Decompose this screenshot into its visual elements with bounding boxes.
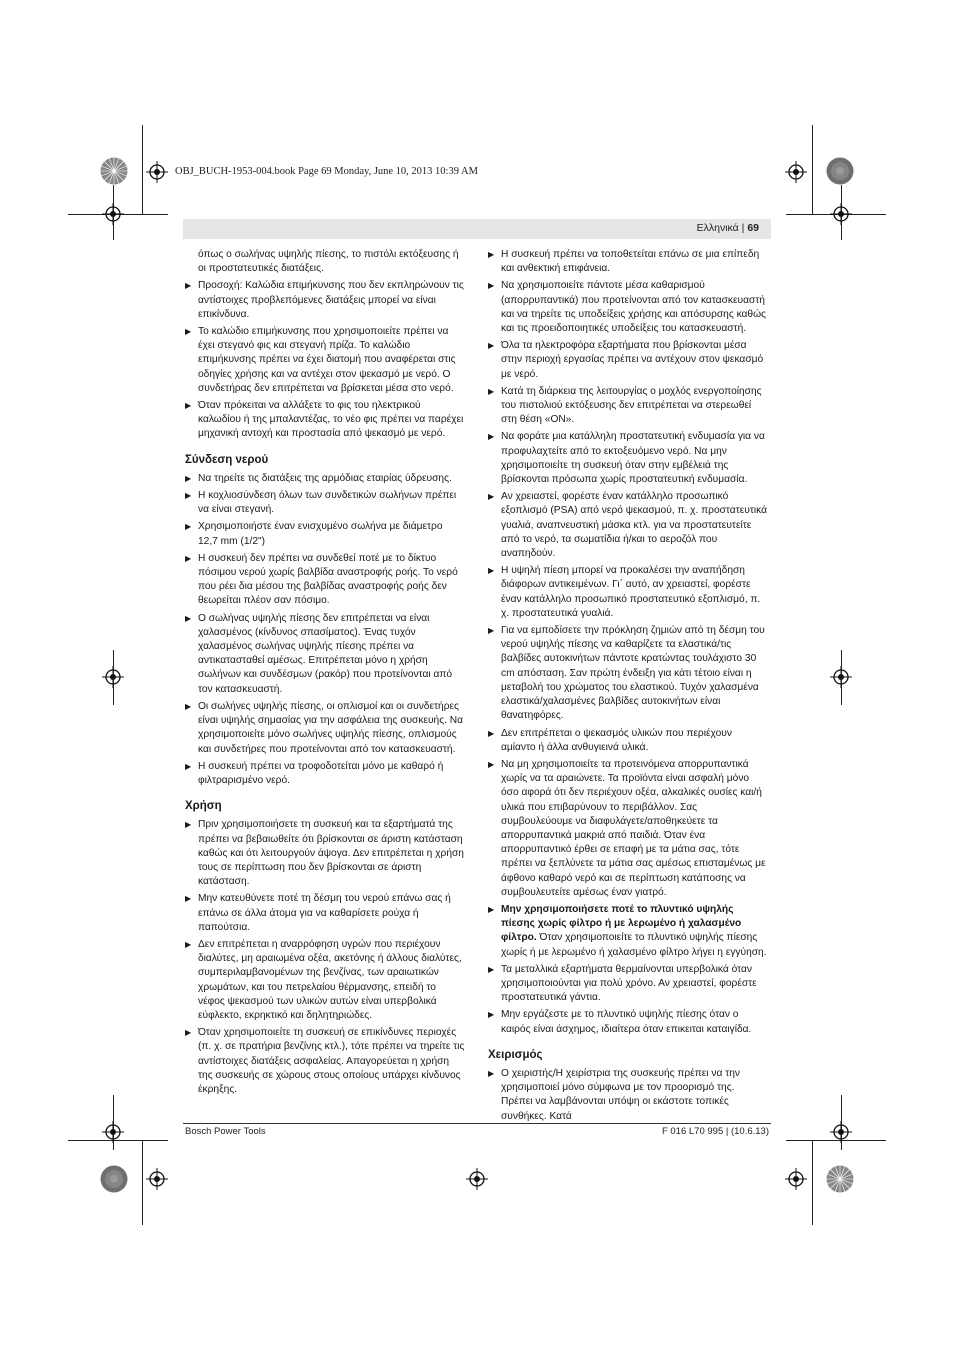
- crop-line: [142, 1140, 143, 1225]
- registration-mark-icon: [785, 1168, 807, 1190]
- color-wheel-icon: [826, 1165, 854, 1193]
- crop-line: [841, 650, 842, 705]
- registration-mark-icon: [830, 203, 852, 225]
- list-item: ▶ Να τηρείτε τις διατάξεις της αρμόδιας εταιρίας ύδρευσης.: [185, 472, 465, 486]
- crop-line: [142, 125, 143, 215]
- list-item: ▶ Η υψηλή πίεση μπορεί να προκαλέσει την αναπήδηση διάφορων αντικειμένων. Γι΄ αυτό, αν χρειαστεί, φορέστε έναν κατάλληλο προσωπικό προστατευτικό εξοπλισμό, π. χ. προστατευτικά γυαλιά.: [488, 564, 768, 621]
- footer-rule: [183, 1123, 771, 1124]
- list-item: ▶ Όταν πρόκειται να αλλάξετε το φις του ηλεκτρικού καλωδίου ή της μπαλαντέζας, το νέο φις πρέπει να παρέχει μηχανική αντοχή και προστασία από ψεκασμό με νερό.: [185, 399, 465, 442]
- list-item: ▶ Τα μεταλλικά εξαρτήματα θερμαίνονται υπερβολικά όταν χρησιμοποιούνται για πολύ χρόνο. Αν χρειαστεί, φορέστε προστατευτικά γάντια.: [488, 963, 768, 1006]
- paragraph-continuation: όπως ο σωλήνας υψηλής πίεσης, το πιστόλι εκτόξευσης ή οι προστατευτικές διατάξεις.: [198, 249, 459, 275]
- crop-line: [812, 1140, 813, 1225]
- crop-line: [812, 125, 813, 215]
- list-item: ▶ Η κοχλιοσύνδεση όλων των συνδετικών σωλήνων πρέπει να είναι στεγανή.: [185, 489, 465, 517]
- warning-bold-lead: Μην χρησιμοποιήσετε ποτέ το πλυντικό υψηλής πίεσης χωρίς φίλτρο ή με λερωμένο ή χαλασμένο φίλτρο.: [501, 903, 742, 944]
- registration-mark-icon: [830, 1121, 852, 1143]
- list-item: ▶ Μην κατευθύνετε ποτέ τη δέσμη του νερού επάνω σας ή επάνω σε άλλα άτομα για να καθαρίσετε ρούχα ή παπούτσια.: [185, 892, 465, 935]
- registration-mark-icon: [146, 161, 168, 183]
- list-item: ▶ Προσοχή: Καλώδια επιμήκυνσης που δεν εκπληρώνουν τις αντίστοιχες προβλεπόμενες διατάξεις μπορεί να είναι επικίνδυνα.: [185, 279, 465, 322]
- list-item: ▶ Να μη χρησιμοποιείτε τα προτεινόμενα απορρυπαντικά χωρίς να τα αραιώνετε. Τα προϊόντα είναι ασφαλή μόνο όσο αφορά ότι δεν περιέχουν οξέα, αλκαλικές ουσίες και/ή υλικά που επιβαρύνουν το περιβάλλον. Σας συμβουλεύουμε να διαφυλάγετε/αποθηκεύετε τα απορρυπαντικά μακριά από παιδιά. Όταν ένα απορρυπαντικό έρθει σε επαφή με τα μάτια σας, τότε πρέπει να ξεπλύνετε τα μάτια σας αμέσως επισταμένως με άφθονο καθαρό νερό και σε περίπτωση κατάποσης να συμβουλευτείτε αμέσως έναν γιατρό.: [488, 758, 768, 900]
- list-item: ▶ Η συσκευή δεν πρέπει να συνδεθεί ποτέ με το δίκτυο πόσιμου νερού χωρίς βαλβίδα αναστροφής ροής. Το νερό που ρέει δια μέσου της βαλβίδας αναστροφής ροής δεν θεωρείται πλέον σαν πόσιμο.: [185, 552, 465, 609]
- color-disc-icon: [100, 1165, 128, 1193]
- color-disc-icon: [826, 157, 854, 185]
- header-text: [697, 222, 759, 234]
- list-item: ▶ Πριν χρησιμοποιήσετε τη συσκευή και τα εξαρτήματά της πρέπει να βεβαιωθείτε ότι βρίσκονται σε άριστη κατάσταση καθώς και ότι λειτουργούν άψογα. Δεν επιτρέπεται η χρήση τους σε περίπτωση που δεν βρίσκονται σε άριστη κατάσταση.: [185, 818, 465, 889]
- list-item-warning: [488, 903, 768, 960]
- page-header: [183, 219, 771, 239]
- list-item: ▶ Να φοράτε μια κατάλληλη προστατευτική ενδυμασία για να προφυλαχτείτε από το εκτοξευόμενο νερό. Να μην χρησιμοποιείτε τη συσκευή όταν στην εμβέλειά της βρίσκονται πρόσωπα χωρίς προστατευτική ενδυμασία.: [488, 430, 768, 487]
- list-item: ▶ Μην εργάζεστε με το πλυντικό υψηλής πίεσης όταν ο καιρός είναι άσχημος, ιδιαίτερα όταν επικειται καταιγίδα.: [488, 1008, 768, 1036]
- list-item: ▶ Το καλώδιο επιμήκυνσης που χρησιμοποιείτε πρέπει να έχει στεγανό φις και στεγανή πρίζα. Το καλώδιο επιμήκυνσης πρέπει να έχει διατομή που αναφέρεται στις οδηγίες χρήσης και να αντέχει στον ψεκασμό με νερό. Ο συνδετήρας δεν επιτρέπεται να βρίσκεται μέσα στο νερό.: [185, 325, 465, 396]
- list-item: ▶ Κατά τη διάρκεια της λειτουργίας ο μοχλός ενεργοποίησης του πιστολιού εκτόξευσης δεν επιτρέπεται να στερεωθεί στη θέση «ON».: [488, 385, 768, 428]
- list-item: ▶ Όλα τα ηλεκτροφόρα εξαρτήματα που βρίσκονται μέσα στην περιοχή εργασίας πρέπει να αντέχουν στον ψεκασμό με νερό.: [488, 339, 768, 382]
- list-item: ▶ Να χρησιμοποιείτε πάντοτε μέσα καθαρισμού (απορρυπαντικά) που προτείνονται από τον κατασκευαστή και να τηρείτε τις υποδείξεις χρήσης και απόσυρσης καθώς και τις προειδοποιητικές υποδείξεις του κατασκευαστή.: [488, 279, 768, 336]
- list-item: ▶ Όταν χρησιμοποιείτε τη συσκευή σε επικίνδυνες περιοχές (π. χ. σε πρατήρια βενζίνης κτλ.), τότε πρέπει να τηρείτε τις αντίστοιχες διατάξεις ασφαλείας. Απαγορεύεται η χρήση της συσκευής σε χώρους στους οποίους υπάρχει κίνδυνος έκρηξης.: [185, 1026, 465, 1097]
- list-item: ▶ Ο χειριστής/Η χειρίστρια της συσκευής πρέπει να την χρησιμοποιεί μόνο σύμφωνα με τον προορισμό της. Πρέπει να λαμβάνονται υπόψη οι εκάστοτε τοπικές συνθήκες. Κατά: [488, 1067, 768, 1124]
- page-number: 69: [747, 222, 759, 234]
- print-slug: OBJ_BUCH-1953-004.book Page 69 Monday, June 10, 2013 10:39 AM: [175, 166, 478, 177]
- section-title-water-connection: Σύνδεση νερού: [185, 453, 269, 466]
- registration-mark-icon: [102, 203, 124, 225]
- color-wheel-icon: [100, 157, 128, 185]
- right-column: [488, 248, 768, 1127]
- registration-mark-icon: [146, 1168, 168, 1190]
- list-item: ▶ Για να εμποδίσετε την πρόκληση ζημιών από τη δέσμη του νερού υψηλής πίεσης να καθαρίζετε τα ελαστικά/τις βαλβίδες αυτοκινήτων πάντοτε κρατώντας τουλάχιστο 30 cm απόσταση. Σαν πρώτη ένδειξη για κάτι τέτοιο είναι η μεταβολή του χρώματος του ελαστικού. Τυχόν χαλασμένα ελαστικά/χαλασμένες βαλβίδες αυτοκινήτων είναι θανατηφόρες.: [488, 624, 768, 723]
- registration-mark-icon: [466, 1168, 488, 1190]
- list-item: ▶ Δεν επιτρέπεται η αναρρόφηση υγρών που περιέχουν διαλύτες, μη αραιωμένα οξέα, ακετόνης ή άλλους διαλύτες, συμπεριλαμβανομένων της βενζίνας, των αραιωτικών χρωμάτων, και του πετρελαίου θέρμανσης, επειδή το νέφος ψεκασμού των υλικών αυτών είναι υπερβολικά εύφλεκτο, εκρηκτικό και δηλητηριώδες.: [185, 938, 465, 1023]
- footer-doc-number: F 016 L70 995 | (10.6.13): [661, 1126, 769, 1137]
- list-item: ▶ Οι σωλήνες υψηλής πίεσης, οι οπλισμοί και οι συνδετήρες είναι υψηλής σημασίας για την ασφάλεια της συσκευής. Να χρησιμοποιείτε μόνο σωλήνες υψηλής πίεσης, οπλισμούς και συνδετήρες που προτείνονται από τον κατασκευαστή.: [185, 700, 465, 757]
- footer-brand: Bosch Power Tools: [185, 1126, 266, 1137]
- list-item: ▶ Αν χρειαστεί, φορέστε έναν κατάλληλο προσωπικό εξοπλισμό (PSA) από νερό ψεκασμού, π. χ. προστατευτικά γυαλιά, αναπνευστική μάσκα κτλ. για να προστατευτείτε από το νερό, τα σωματίδια ή/και το αεροζόλ που αναπηδούν.: [488, 490, 768, 561]
- crop-line: [113, 650, 114, 705]
- list-item: ▶ Ο σωλήνας υψηλής πίεσης δεν επιτρέπεται να είναι χαλασμένος (κίνδυνος σπασίματος). Ένας τυχόν χαλασμένος σωλήνας υψηλής πίεσης πρέπει να αντικατασταθεί αμέσως. Επιτρέπεται μόνο η χρήση σωλήνων και συνδέσμων (ρακόρ) που προτείνονται από τον κατασκευαστή.: [185, 612, 465, 697]
- list-item: ▶ Η συσκευή πρέπει να τροφοδοτείται μόνο με καθαρό ή φιλτραρισμένο νερό.: [185, 760, 465, 788]
- list-item: ▶ Η συσκευή πρέπει να τοποθετείται επάνω σε μια επίπεδη και ανθεκτική επιφάνεια.: [488, 248, 768, 276]
- warning-tail: Όταν χρησιμοποιείτε το πλυντικό υψηλής πίεσης χωρίς ή με λερωμένο ή χαλασμένο φίλτρο λήγει η εγγύηση.: [501, 932, 767, 958]
- header-section: Ελληνικά |: [696, 222, 748, 234]
- section-title-use: Χρήση: [185, 800, 222, 813]
- left-column: [185, 248, 465, 1100]
- list-item: ▶ Χρησιμοποιήστε έναν ενισχυμένο σωλήνα με διάμετρο 12,7 mm (1/2"): [185, 520, 465, 548]
- registration-mark-icon: [102, 1121, 124, 1143]
- section-title-handling: Χειρισμός: [488, 1048, 543, 1061]
- registration-mark-icon: [785, 161, 807, 183]
- list-item: ▶ Δεν επιτρέπεται ο ψεκασμός υλικών που περιέχουν αμίαντο ή άλλα ανθυγιεινά υλικά.: [488, 727, 768, 755]
